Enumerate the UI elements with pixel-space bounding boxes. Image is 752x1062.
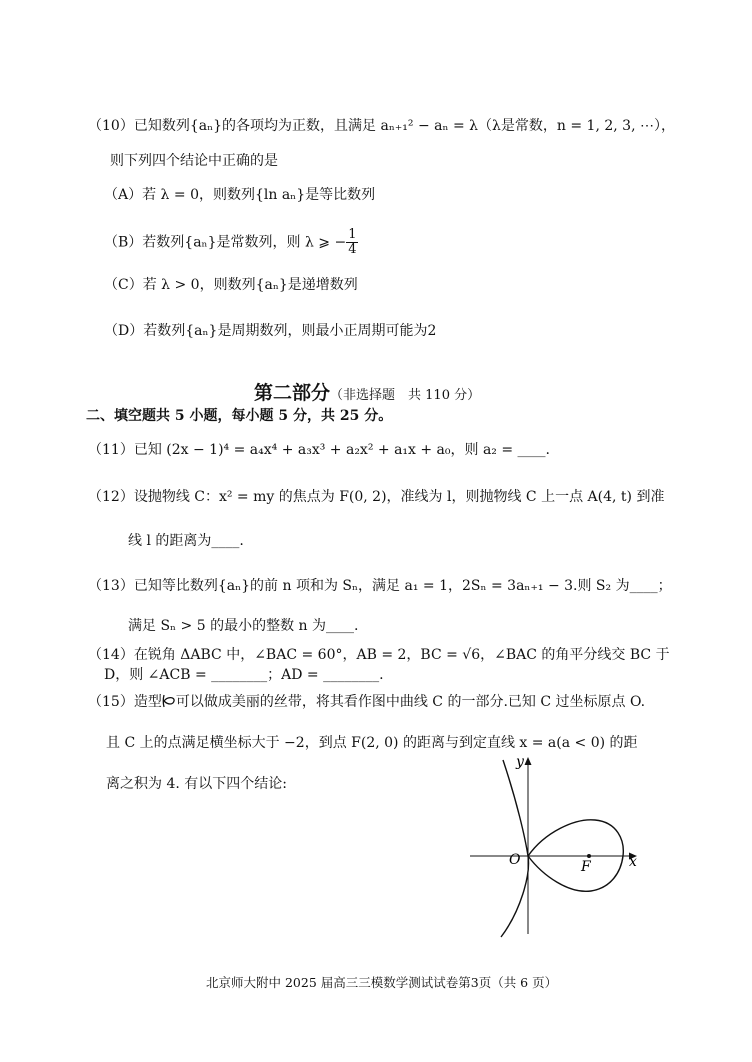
q13-line1: （13）已知等比数列{aₙ}的前 n 项和为 Sₙ，满足 a₁ = 1，2Sₙ = 3aₙ₊₁ − 3.则 S₂ 为____； [88,578,672,594]
curve-figure [465,752,645,940]
y-axis-label: y [516,754,524,770]
q15-line1 [88,693,645,711]
q14-line2: D，则 ∠ACB = ________；AD = ________. [104,667,384,683]
q10-option-c: （C）若 λ > 0，则数列{aₙ}是递增数列 [104,277,358,293]
q12-line2: 线 l 的距离为____. [128,533,244,549]
q15-line1-start: （15）造型 [88,694,162,710]
q11: （11）已知 (2x − 1)⁴ = a₄x⁴ + a₃x³ + a₂x² + a₁x + a₀，则 a₂ = ____. [88,442,550,458]
q15-line3: 离之积为 4. 有以下四个结论: [106,776,287,792]
focus-point [587,854,591,858]
q13-line2: 满足 Sₙ > 5 的最小的整数 n 为____. [128,618,359,634]
q15-line2: 且 C 上的点满足横坐标大于 −2，到点 F(2, 0) 的距离与到定直线 x = a(a < 0) 的距 [106,735,638,751]
curve-left-branch [501,760,528,937]
q10-stem: （10）已知数列{aₙ}的各项均为正数，且满足 aₙ₊₁² − aₙ = λ（λ是常数，n = 1, 2, 3, ⋯）， [88,118,675,134]
fraction-denominator: 4 [348,242,357,257]
y-axis-arrow-icon [525,757,532,765]
q10-option-b [104,228,358,257]
q12-line1: （12）设抛物线 C：x² = my 的焦点为 F(0, 2)，准线为 l，则抛物线 C 上一点 A(4, t) 到准 [88,489,665,505]
q10-option-b-text: （B）若数列{aₙ}是常数列，则 λ ⩾ − [104,234,347,251]
q10-option-d: （D）若数列{aₙ}是周期数列，则最小正周期可能为2 [104,323,437,339]
fraction-numerator: 1 [348,227,357,242]
q10-option-a: （A）若 λ = 0，则数列{ln aₙ}是等比数列 [104,187,376,203]
x-axis-label: x [629,854,637,870]
part2-title-text: 第二部分 [254,382,331,404]
page-footer: 北京师大附中 2025 届高三三模数学测试试卷第3页（共 6 页） [206,975,558,990]
part2-title [254,378,480,405]
q10-stem-cont: 则下列四个结论中正确的是 [110,153,278,169]
part2-subtitle: （非选择题 共 110 分） [330,388,481,403]
origin-label: O [509,852,521,868]
focus-label: F [581,859,591,875]
section2-heading: 二、填空题共 5 小题，每小题 5 分，共 25 分。 [86,408,393,424]
q15-line1-end: 可以做成美丽的丝带，将其看作图中曲线 C 的一部分.已知 C 过坐标原点 O. [175,694,646,710]
ribbon-shape-icon [162,694,176,708]
fraction-one-quarter [346,228,358,257]
q14-line1: （14）在锐角 ΔABC 中，∠BAC = 60°，AB = 2，BC = √6，∠BAC 的角平分线交 BC 于 [88,647,670,663]
